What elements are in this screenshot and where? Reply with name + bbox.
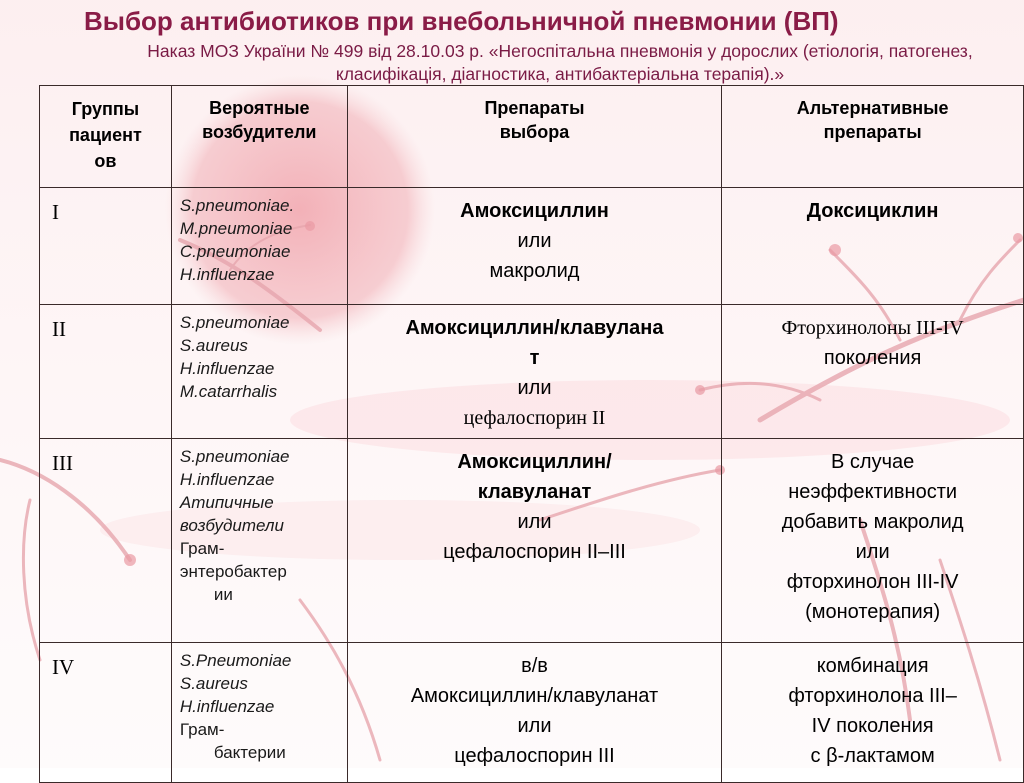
row-drugs xyxy=(347,188,722,305)
header-alternatives xyxy=(722,86,1024,188)
alternative-line: или xyxy=(855,541,890,563)
table-row xyxy=(40,643,1024,783)
pathogen: S.pneumoniae. xyxy=(179,196,295,215)
alternative-line: добавить макролид xyxy=(781,511,964,533)
table-row xyxy=(40,188,1024,305)
row-group: III xyxy=(40,439,172,643)
pathogen: бактерии xyxy=(213,743,286,762)
row-pathogens xyxy=(171,439,347,643)
alternative-line: Доксициклин xyxy=(806,200,939,222)
pathogen: H.influenzae xyxy=(179,265,275,284)
pathogen: возбудители xyxy=(179,516,284,535)
drug-line: или xyxy=(517,377,552,399)
drug-line: цефалоспорин II–III xyxy=(443,541,626,563)
header-group xyxy=(40,86,172,188)
page-subtitle: Наказ МОЗ України № 499 від 28.10.03 р. «Негоспітальна пневмонія у дорослих (етіологія, патогенез, класифікація, діагностика, антибактеріальна терапія).» xyxy=(147,41,973,84)
row-pathogens xyxy=(171,305,347,439)
pathogen: S.aureus xyxy=(179,674,248,693)
alternative-line: фторхинолона III– xyxy=(788,685,957,707)
row-group: IV xyxy=(40,643,172,783)
alternative-line: (монотерапия) xyxy=(805,601,941,623)
pathogen: энтеробактер xyxy=(179,562,287,581)
row-alternatives xyxy=(722,305,1024,439)
row-drugs xyxy=(347,643,722,783)
pathogen: M.catarrhalis xyxy=(179,382,278,401)
row-group: II xyxy=(40,305,172,439)
drug-line: в/в xyxy=(521,655,548,677)
pathogen: C.pneumoniae xyxy=(179,242,291,261)
header-group-line: пациент xyxy=(69,125,142,145)
drug-line: клавуланат xyxy=(477,481,592,503)
drug-line: или xyxy=(517,511,552,533)
drug-line: Амоксициллин/клавуланат xyxy=(410,685,659,707)
pathogen: S.aureus xyxy=(179,336,248,355)
row-alternatives xyxy=(722,643,1024,783)
drug-line: макролид xyxy=(489,260,580,282)
pathogen: S.pneumoniae xyxy=(179,447,290,466)
alternative-line: В случае xyxy=(831,451,915,473)
alternative-line: комбинация xyxy=(816,655,929,677)
pathogen: H.influenzae xyxy=(179,470,275,489)
table-row xyxy=(40,305,1024,439)
header-drugs-line: Препараты xyxy=(484,98,585,118)
header-alternatives-line: препараты xyxy=(823,122,922,142)
row-pathogens xyxy=(171,188,347,305)
row-group: I xyxy=(40,188,172,305)
pathogen: M.pneumoniae xyxy=(179,219,293,238)
table-header-row xyxy=(40,86,1024,188)
alternative-line: неэффективности xyxy=(788,481,958,503)
header-group-line: Группы xyxy=(71,99,140,119)
pathogen: Грам- xyxy=(179,720,225,739)
row-alternatives xyxy=(722,439,1024,643)
pathogen: ии xyxy=(213,585,233,604)
row-pathogens xyxy=(171,643,347,783)
drug-line: Амоксициллин/клавулана xyxy=(405,317,664,339)
header-group-line: ов xyxy=(94,151,117,171)
drug-line: цефалоспорин III xyxy=(454,745,615,767)
pathogen: H.influenzae xyxy=(179,359,275,378)
header-pathogens xyxy=(171,86,347,188)
header-pathogens-line: Вероятные xyxy=(209,98,310,118)
alternative-line: с β-лактамом xyxy=(810,745,935,767)
drug-line: или xyxy=(517,715,552,737)
antibiotic-table xyxy=(39,85,1024,783)
table-row xyxy=(40,439,1024,643)
pathogen: Атипичные xyxy=(179,493,274,512)
row-drugs xyxy=(347,439,722,643)
drug-line: т xyxy=(529,347,540,369)
header-drugs xyxy=(347,86,722,188)
drug-line: цефалоспорин II xyxy=(463,407,606,429)
row-alternatives xyxy=(722,188,1024,305)
pathogen: Грам- xyxy=(179,539,225,558)
alternative-line: фторхинолон III-IV xyxy=(786,571,959,593)
page-title: Выбор антибиотиков при внебольничной пневмонии (ВП) xyxy=(84,6,839,36)
pathogen: S.Pneumoniae xyxy=(179,651,292,670)
drug-line: или xyxy=(517,230,552,252)
pathogen: S.pneumoniae xyxy=(179,313,290,332)
drug-line: Амоксициллин/ xyxy=(457,451,612,473)
header-alternatives-line: Альтернативные xyxy=(796,98,949,118)
drug-line: Амоксициллин xyxy=(460,200,609,222)
alternative-line: Фторхинолоны III-IV xyxy=(781,317,964,339)
header-pathogens-line: возбудители xyxy=(202,122,317,142)
row-drugs xyxy=(347,305,722,439)
alternative-line: поколения xyxy=(823,347,922,369)
pathogen: H.influenzae xyxy=(179,697,275,716)
alternative-line: IV поколения xyxy=(811,715,934,737)
header-drugs-line: выбора xyxy=(499,122,570,142)
